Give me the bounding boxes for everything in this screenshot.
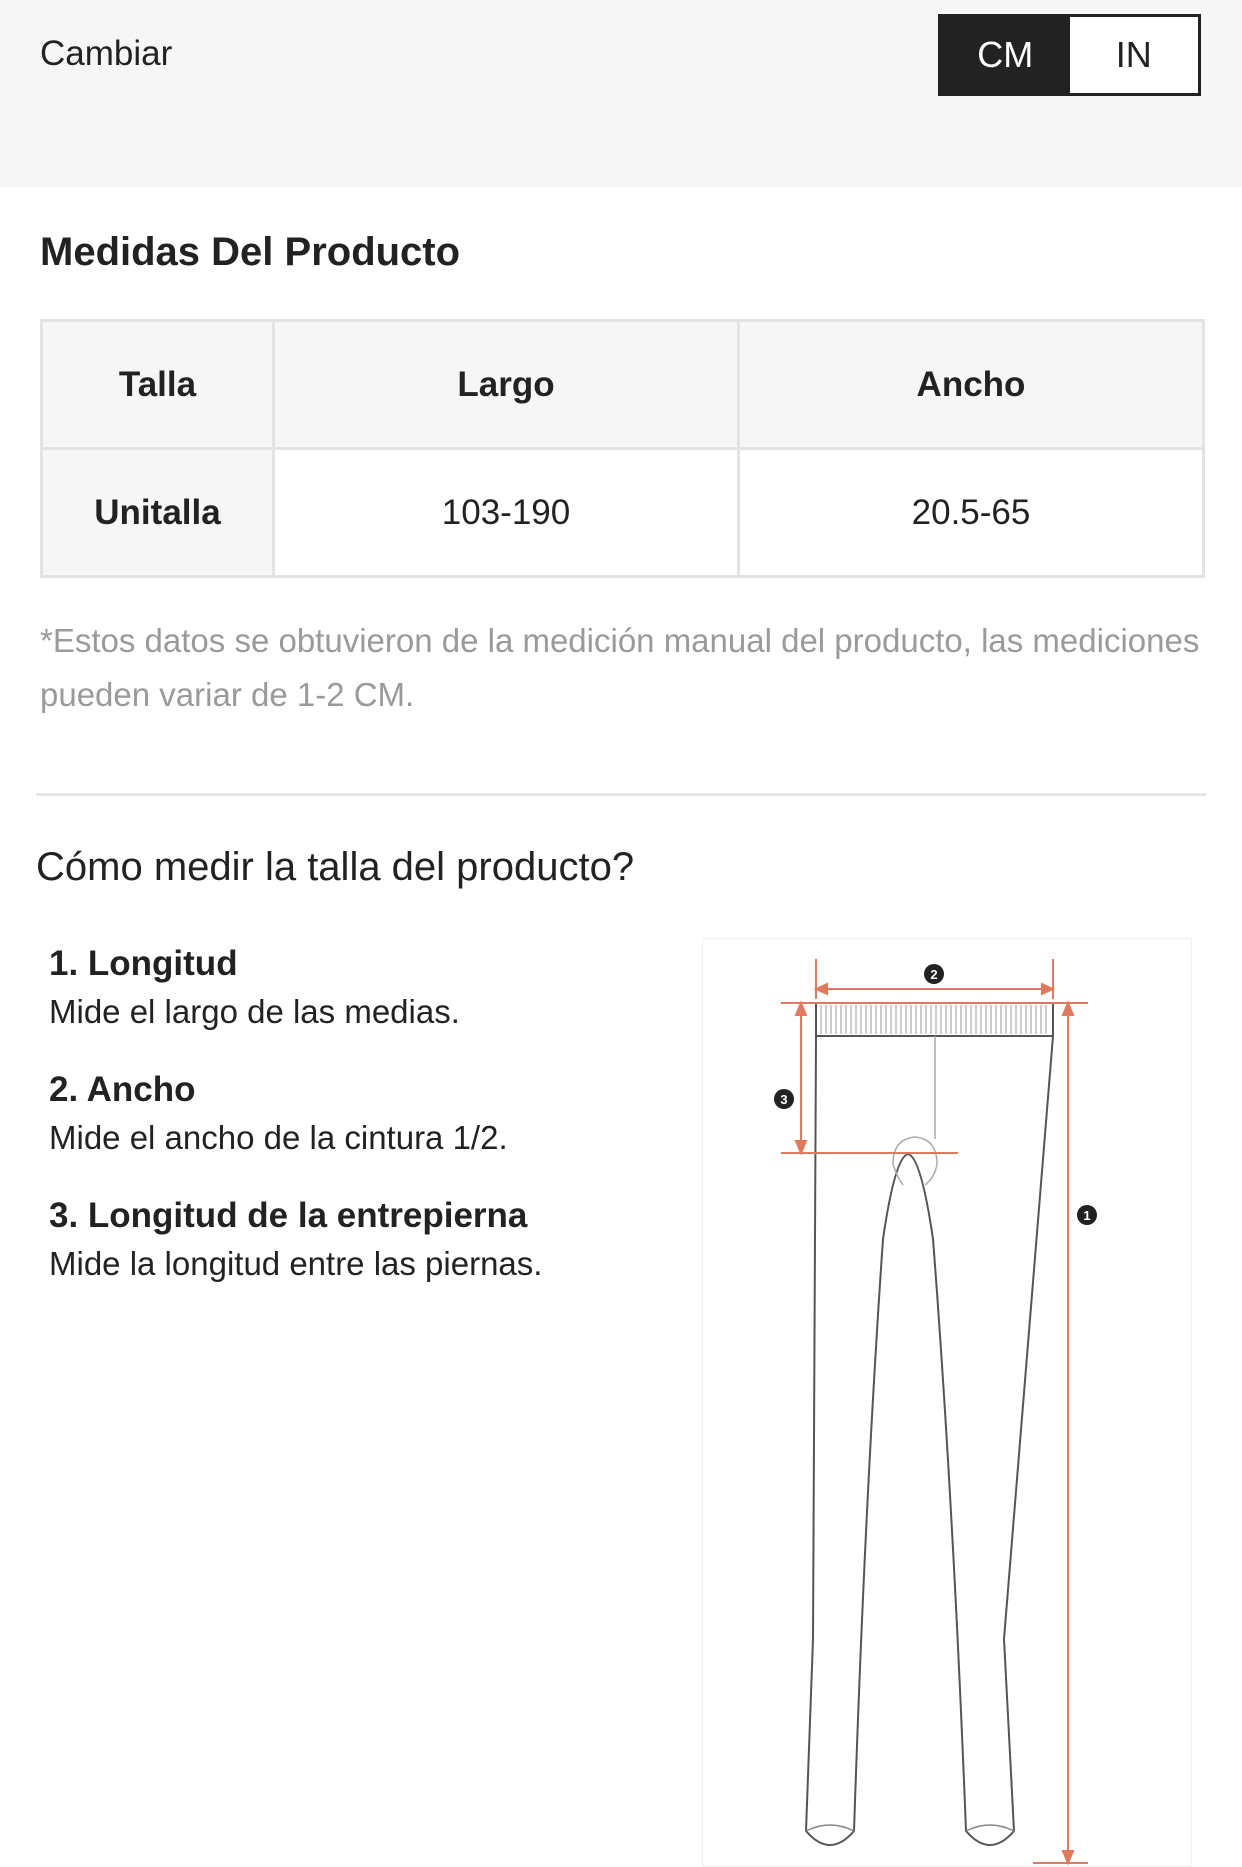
unit-option-cm[interactable]: CM	[941, 17, 1070, 93]
step-title-length: 1. Longitud	[49, 944, 238, 983]
tights-measurement-diagram	[702, 938, 1192, 1867]
table-header-talla: Talla	[42, 321, 274, 449]
step-desc-length: Mide el largo de las medias.	[49, 993, 460, 1030]
how-to-measure-title: Cómo medir la talla del producto?	[36, 845, 635, 889]
marker-width-label: 2	[930, 967, 938, 982]
waistband	[816, 1003, 1053, 1036]
marker-width-icon	[924, 964, 944, 984]
step-desc-width: Mide el ancho de la cintura 1/2.	[49, 1119, 508, 1156]
table-header-row	[42, 321, 1204, 449]
step-desc-inseam: Mide la longitud entre las piernas.	[49, 1245, 543, 1282]
step-title-width: 2. Ancho	[49, 1070, 196, 1109]
step-title-inseam: 3. Longitud de la entrepierna	[49, 1196, 528, 1235]
measure-steps	[49, 940, 669, 1318]
table-row	[42, 449, 1204, 577]
unit-switch-bar	[0, 0, 1242, 187]
table-cell-ancho: 20.5-65	[739, 449, 1204, 577]
marker-inseam-icon	[774, 1089, 794, 1109]
table-cell-largo: 103-190	[274, 449, 739, 577]
size-table	[40, 319, 1205, 578]
tights-diagram-svg	[703, 939, 1193, 1867]
unit-option-in[interactable]: IN	[1070, 17, 1199, 93]
unit-switch-label: Cambiar	[40, 34, 173, 73]
marker-inseam-label: 3	[780, 1092, 788, 1107]
section-divider	[36, 793, 1206, 796]
marker-length-label: 1	[1083, 1208, 1091, 1223]
unit-toggle	[938, 14, 1201, 96]
measurement-note: *Estos datos se obtuvieron de la medición manual del producto, las mediciones pueden variar de 1-2 CM.	[40, 622, 1200, 713]
table-header-ancho: Ancho	[739, 321, 1204, 449]
marker-length-icon	[1077, 1205, 1097, 1225]
table-cell-size: Unitalla	[42, 449, 274, 577]
table-header-largo: Largo	[274, 321, 739, 449]
tights-outline	[806, 1036, 1053, 1845]
product-measurements-title: Medidas Del Producto	[40, 230, 461, 274]
